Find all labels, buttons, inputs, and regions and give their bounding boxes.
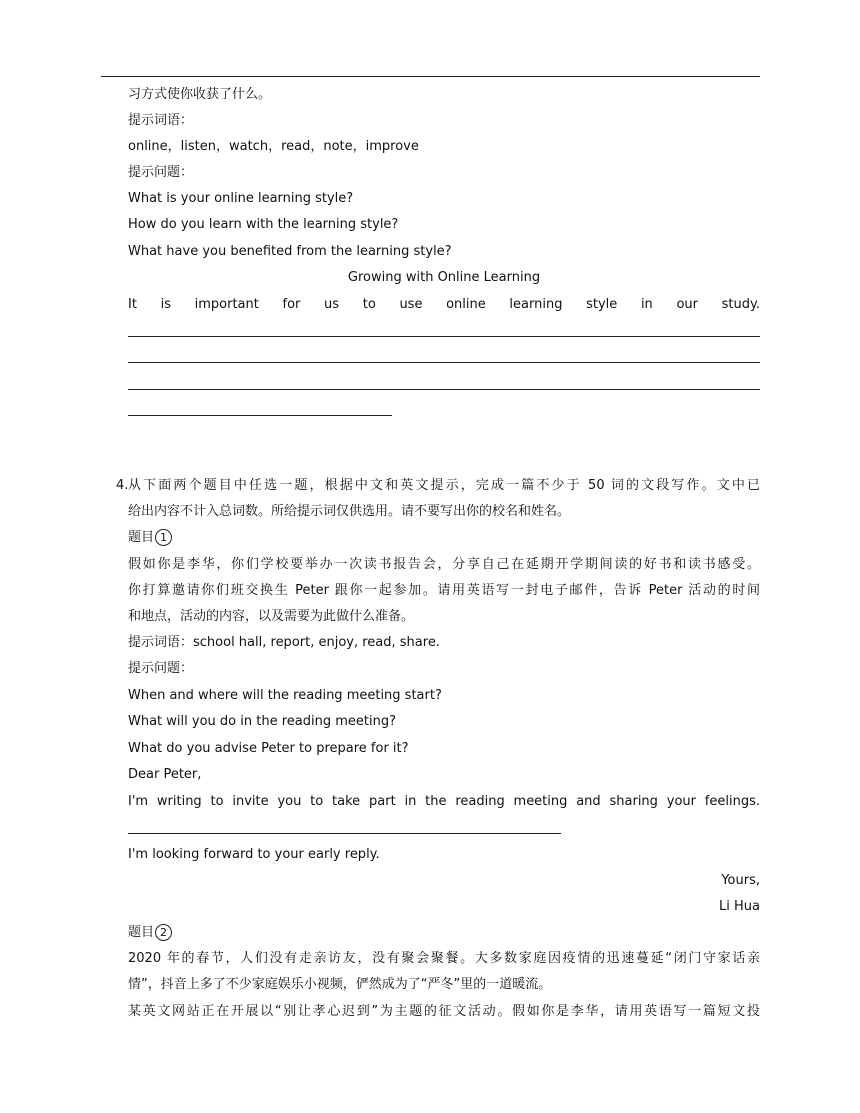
- q3-question-2: How do you learn with the learning style?: [128, 217, 399, 232]
- q3-hint-words-label: 提示词语：: [128, 113, 194, 128]
- q4-topic1-text-3: 和地点，活动的内容，以及需要为此做什么准备。: [128, 609, 415, 624]
- q4-topic1-text-1: 假如你是李华，你们学校要举办一次读书报告会，分享自己在延期开学期间读的好书和读书感受。: [128, 557, 760, 572]
- q3-question-3: What have you benefited from the learning style?: [128, 244, 452, 259]
- q4-topic2-text-1: 2020 年的春节，人们没有走亲访友，没有聚会聚餐。大多数家庭因疫情的迅速蔓延“闭门守家话亲: [128, 951, 760, 966]
- q4-topic2-mark: 2: [155, 924, 172, 941]
- header-rule: [101, 76, 760, 77]
- q3-intro-tail: 习方式使你收获了什么。: [128, 87, 272, 102]
- q4-topic1-question-2: What will you do in the reading meeting?: [128, 714, 396, 729]
- q4-topic1-text-2: 你打算邀请你们班交换生 Peter 跟你一起参加。请用英语写一封电子邮件，告诉 Peter 活动的时间: [128, 583, 760, 598]
- q4-topic2-label: 题目: [128, 925, 155, 940]
- q4-topic1-letter-start: I'm writing to invite you to take part in the reading meeting and sharing your feelings.: [128, 794, 760, 809]
- q3-answer-line-4: [128, 415, 392, 416]
- q4-topic1-heading: [128, 529, 172, 547]
- q4-topic1-question-3: What do you advise Peter to prepare for it?: [128, 741, 409, 756]
- q3-hint-words: online，listen，watch，read，note，improve: [128, 139, 419, 154]
- q4-topic1-signoff: Yours,: [721, 873, 760, 888]
- q4-instructions-line-2: 给出内容不计入总词数。所给提示词仅供选用。请不要写出你的校名和姓名。: [128, 504, 571, 519]
- q3-answer-line-1: [128, 336, 760, 337]
- q4-topic2-text-3: 某英文网站正在开展以“别让孝心迟到”为主题的征文活动。假如你是李华，请用英语写一篇短文投: [128, 1004, 760, 1019]
- q4-topic1-hint-words: 提示词语：school hall, report, enjoy, read, share.: [128, 635, 440, 650]
- q4-topic1-mark: 1: [155, 529, 172, 546]
- q4-topic1-answer-line: [128, 833, 561, 834]
- q4-number: 4.: [116, 478, 129, 493]
- q3-answer-line-2: [128, 362, 760, 363]
- q3-question-1: What is your online learning style?: [128, 191, 354, 206]
- q4-topic1-label: 题目: [128, 530, 155, 545]
- q4-topic1-hint-questions-label: 提示问题：: [128, 661, 194, 676]
- q4-topic1-greeting: Dear Peter,: [128, 767, 202, 782]
- q4-topic1-signature: Li Hua: [719, 899, 760, 914]
- q3-essay-title: Growing with Online Learning: [347, 270, 541, 285]
- q4-topic1-question-1: When and where will the reading meeting start?: [128, 688, 442, 703]
- q4-instructions-line-1: 从下面两个题目中任选一题，根据中文和英文提示，完成一篇不少于 50 词的文段写作。文中已: [128, 478, 760, 493]
- q3-hint-questions-label: 提示问题：: [128, 165, 194, 180]
- q4-topic1-closing: I'm looking forward to your early reply.: [128, 847, 380, 862]
- q4-topic2-text-2: 情”，抖音上多了不少家庭娱乐小视频，俨然成为了“严冬”里的一道暖流。: [128, 977, 552, 992]
- q4-topic2-heading: [128, 924, 172, 942]
- q3-answer-line-3: [128, 389, 760, 390]
- q3-essay-start: It is important for us to use online learning style in our study.: [128, 297, 760, 312]
